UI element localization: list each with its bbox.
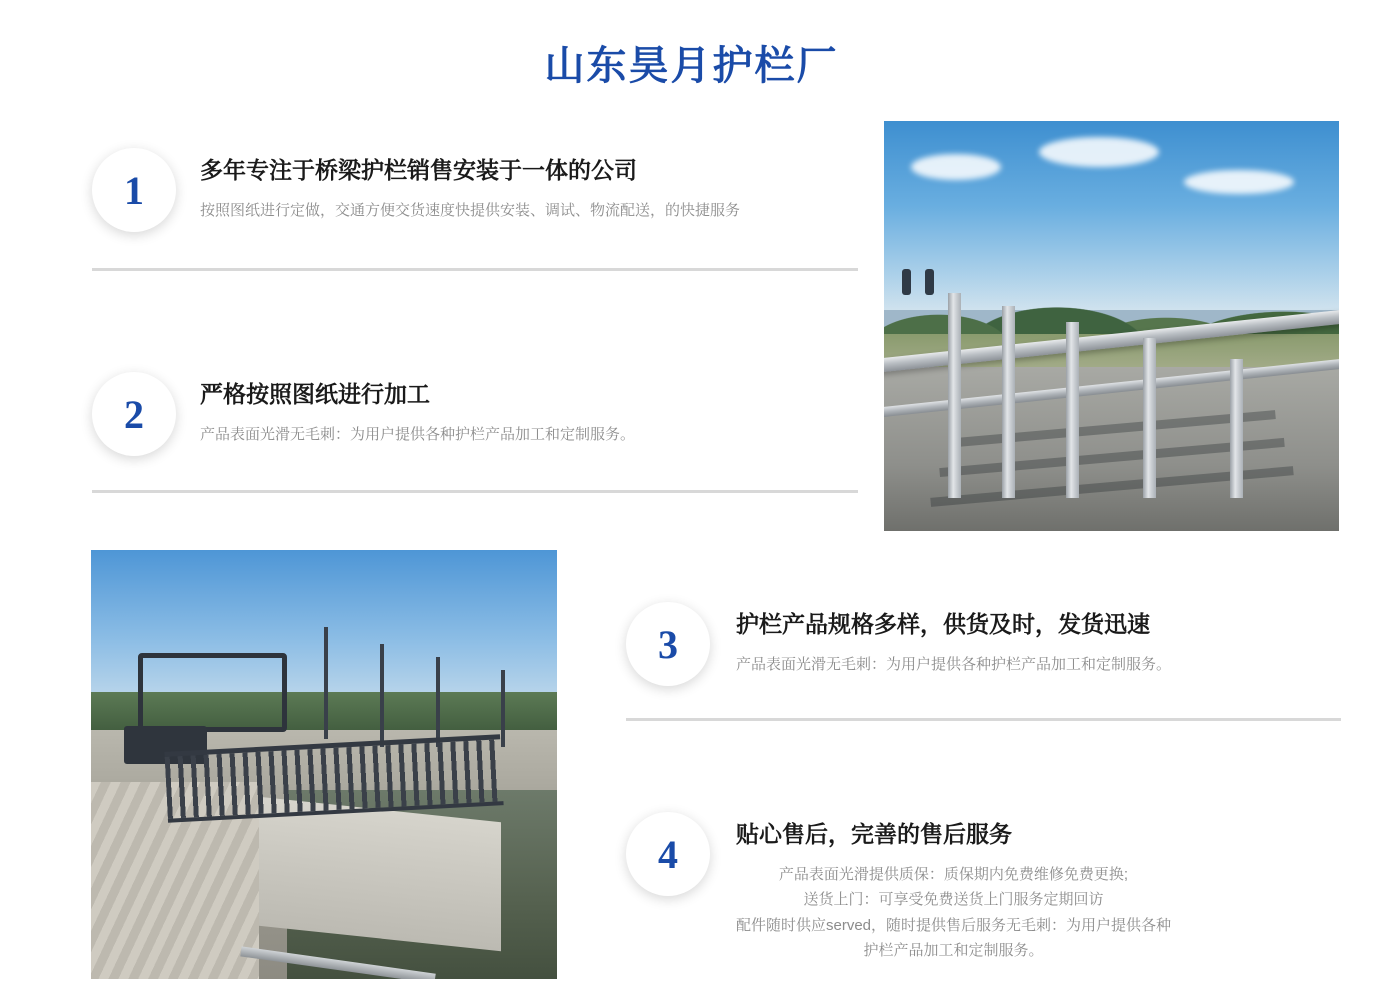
feature-text-2 (200, 372, 635, 447)
photo1-rail-post (1143, 338, 1156, 498)
feature-item-2 (92, 372, 882, 456)
photo1-worker (902, 269, 911, 295)
feature-item-4 (626, 812, 1326, 964)
feature-desc-line: 送货上门：可享受免费送货上门服务定期回访 (803, 891, 1104, 909)
feature-desc-line: 护栏产品加工和定制服务。 (863, 942, 1044, 960)
photo1-cloud (911, 154, 1001, 180)
photo2-light-pole (380, 644, 384, 747)
photo2-light-pole (436, 657, 440, 747)
feature-text-3 (736, 602, 1171, 677)
feature-desc-line: 产品表面光滑无毛刺：为用户提供各种护栏产品加工和定制服务。 (736, 655, 1172, 673)
feature-desc-line: 产品表面光滑提供质保：质保期内免费维修免费更换; (778, 865, 1129, 883)
feature-desc-2 (200, 422, 635, 448)
photo1-rail-post (1066, 322, 1079, 498)
feature-title-4: 贴心售后，完善的售后服务 (736, 821, 1012, 847)
divider-3 (626, 718, 1341, 721)
feature-desc-4 (736, 862, 1171, 964)
photo2-light-pole (501, 670, 505, 747)
feature-desc-1 (200, 198, 740, 224)
feature-title-3: 护栏产品规格多样，供货及时，发货迅速 (736, 611, 1150, 637)
photo1-rail-post (1002, 306, 1015, 499)
photo2-steel-gantry (138, 653, 288, 732)
feature-desc-3 (736, 652, 1171, 678)
feature-number-badge-1: 1 (92, 148, 176, 232)
feature-number-badge-4: 4 (626, 812, 710, 896)
feature-text-4 (736, 812, 1171, 964)
photo1-rail-post (1230, 359, 1243, 498)
photo2-light-pole (324, 627, 328, 739)
feature-desc-line: 配件随时供应served，随时提供售后服务无毛刺：为用户提供各种 (736, 916, 1172, 934)
feature-title-2: 严格按照图纸进行加工 (200, 381, 430, 407)
feature-desc-line: 按照图纸进行定做，交通方便交货速度快提供安装、调试、物流配送，的快捷服务 (200, 201, 741, 219)
feature-text-1 (200, 148, 740, 223)
bridge-stainless-railing-photo (884, 121, 1339, 531)
divider-1 (92, 268, 858, 271)
feature-number-badge-3: 3 (626, 602, 710, 686)
feature-title-1: 多年专注于桥梁护栏销售安装于一体的公司 (200, 157, 637, 183)
feature-item-1 (92, 148, 882, 232)
photo1-rail-post (948, 293, 961, 498)
feature-item-3 (626, 602, 1326, 686)
divider-2 (92, 490, 858, 493)
feature-number-badge-2: 2 (92, 372, 176, 456)
page-title: 山东昊月护栏厂 (544, 44, 839, 88)
feature-desc-line: 产品表面光滑无毛刺：为用户提供各种护栏产品加工和定制服务。 (200, 425, 636, 443)
canal-bridge-railing-photo (91, 550, 557, 979)
photo1-worker (925, 269, 934, 295)
